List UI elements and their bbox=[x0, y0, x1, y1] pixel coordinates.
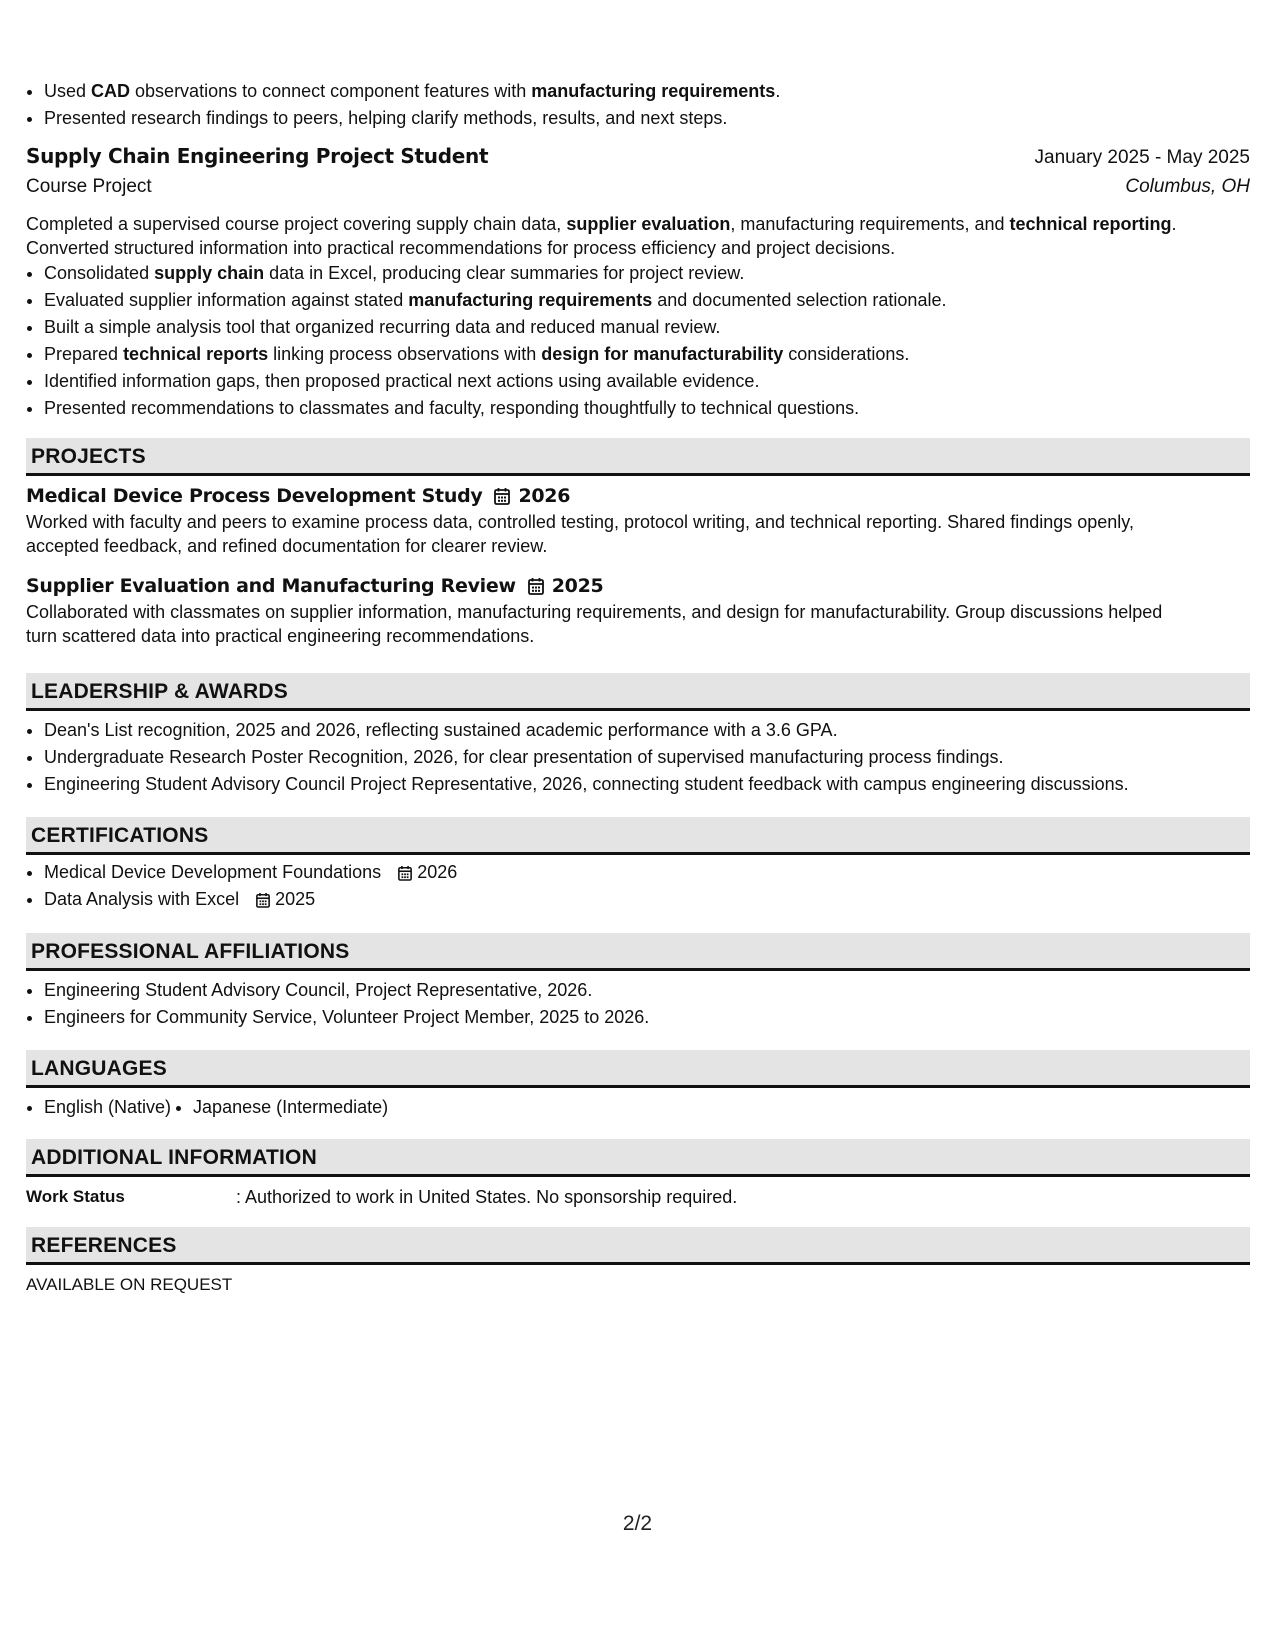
job-subtitle: Course Project bbox=[26, 176, 152, 197]
list-item: • Identified information gaps, then proposed practical next actions using available evidence. bbox=[44, 368, 1250, 395]
project-year: 2025 bbox=[551, 575, 604, 597]
certification-year: 2026 bbox=[417, 862, 458, 882]
leadership-section bbox=[26, 673, 1250, 798]
calendar-icon bbox=[256, 892, 270, 908]
section-heading: PROFESSIONAL AFFILIATIONS bbox=[26, 933, 1250, 971]
work-status-value: : Authorized to work in United States. No sponsorship required. bbox=[236, 1187, 738, 1207]
page-number: 2/2 bbox=[622, 1512, 653, 1535]
calendar-icon bbox=[528, 577, 544, 595]
section-heading: ADDITIONAL INFORMATION bbox=[26, 1139, 1250, 1177]
certification-name: Data Analysis with Excel bbox=[44, 889, 240, 909]
list-item: • Evaluated supplier information against stated manufacturing requirements and documented selection rationale. bbox=[44, 287, 1250, 314]
project-title: Supplier Evaluation and Manufacturing Review bbox=[26, 575, 516, 597]
project-description: Collaborated with classmates on supplier information, manufacturing requirements, and design for manufacturability. Group discussions helped turn scattered data into practical engineering recommendations. bbox=[26, 602, 1163, 646]
affiliations-list bbox=[26, 977, 1250, 1031]
list-item: • Used CAD observations to connect component features with manufacturing requirements. bbox=[44, 78, 1268, 105]
section-heading: LANGUAGES bbox=[26, 1050, 1250, 1088]
project-entry bbox=[26, 572, 1250, 648]
section-heading: CERTIFICATIONS bbox=[26, 817, 1250, 855]
list-item bbox=[44, 886, 1250, 913]
certification-name: Medical Device Development Foundations bbox=[44, 862, 382, 882]
project-description: Worked with faculty and peers to examine process data, controlled testing, protocol writing, and technical reporting. Shared findings openly, accepted feedback, and refined documentation for clearer review. bbox=[26, 512, 1134, 556]
list-item: • Engineers for Community Service, Volunteer Project Member, 2025 to 2026. bbox=[44, 1004, 1250, 1031]
project-title: Medical Device Process Development Study bbox=[26, 485, 483, 507]
section-heading: PROJECTS bbox=[26, 438, 1250, 476]
job-bullets bbox=[26, 260, 1250, 422]
job-title: Supply Chain Engineering Project Student bbox=[26, 144, 489, 168]
project-entry bbox=[26, 482, 1250, 558]
additional-section bbox=[26, 1139, 1250, 1209]
project-year: 2026 bbox=[518, 485, 571, 507]
previous-role-bullets bbox=[26, 78, 1268, 132]
calendar-icon bbox=[494, 487, 510, 505]
languages-list bbox=[26, 1094, 1250, 1121]
list-item: • Presented recommendations to classmates and faculty, responding thoughtfully to technical questions. bbox=[44, 395, 1250, 422]
section-heading: REFERENCES bbox=[26, 1227, 1250, 1265]
section-heading: LEADERSHIP & AWARDS bbox=[26, 673, 1250, 711]
list-item: • Prepared technical reports linking process observations with design for manufacturability considerations. bbox=[44, 341, 1250, 368]
leadership-list bbox=[26, 717, 1250, 798]
languages-section bbox=[26, 1050, 1250, 1121]
list-item: • Dean's List recognition, 2025 and 2026, reflecting sustained academic performance with a 3.6 GPA. bbox=[44, 717, 1250, 744]
calendar-icon bbox=[398, 865, 412, 881]
list-item: • Engineering Student Advisory Council Project Representative, 2026, connecting student feedback with campus engineering discussions. bbox=[44, 771, 1250, 798]
work-status-label: Work Status bbox=[26, 1187, 125, 1206]
certification-year: 2025 bbox=[275, 889, 316, 909]
work-status-row bbox=[26, 1185, 1250, 1209]
list-item: • English (Native) bbox=[44, 1094, 171, 1121]
list-item: • Undergraduate Research Poster Recognition, 2026, for clear presentation of supervised manufacturing process findings. bbox=[44, 744, 1250, 771]
list-item: • Presented research findings to peers, helping clarify methods, results, and next steps. bbox=[44, 105, 1268, 132]
affiliations-section bbox=[26, 933, 1250, 1031]
job-location: Columbus, OH bbox=[1125, 176, 1250, 197]
references-section bbox=[26, 1227, 1250, 1295]
projects-section bbox=[26, 438, 1250, 648]
list-item: • Built a simple analysis tool that organized recurring data and reduced manual review. bbox=[44, 314, 1250, 341]
experience-entry bbox=[26, 144, 1250, 422]
certifications-list bbox=[26, 859, 1250, 913]
references-text: AVAILABLE ON REQUEST bbox=[26, 1275, 233, 1294]
job-description: Completed a supervised course project covering supply chain data, supplier evaluation, manufacturing requirements, and technical reporting. Converted structured information into practical recommendations for process efficiency and project decisions. bbox=[26, 214, 1177, 258]
list-item: • Engineering Student Advisory Council, Project Representative, 2026. bbox=[44, 977, 1250, 1004]
certifications-section bbox=[26, 817, 1250, 913]
list-item: • Japanese (Intermediate) bbox=[193, 1094, 388, 1121]
job-dates: January 2025 - May 2025 bbox=[1034, 147, 1250, 168]
list-item: • Consolidated supply chain data in Excel, producing clear summaries for project review. bbox=[44, 260, 1250, 287]
list-item bbox=[44, 859, 1250, 886]
